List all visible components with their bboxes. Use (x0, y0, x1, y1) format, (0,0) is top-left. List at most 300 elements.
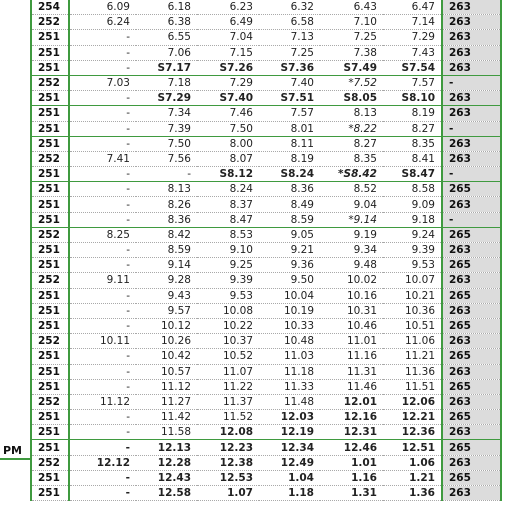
connecting-route: 265 (442, 379, 501, 394)
time-cell: - (69, 440, 136, 455)
connecting-route: 263 (442, 273, 501, 288)
time-cell: 9.28 (136, 273, 197, 288)
time-cell: 7.41 (69, 151, 136, 166)
time-cell: 8.35 (383, 136, 442, 151)
connecting-route: 263 (442, 486, 501, 501)
time-cell: S7.17 (136, 60, 197, 75)
time-cell: 7.38 (320, 45, 383, 60)
time-cell: 11.22 (197, 379, 259, 394)
time-cell: 8.19 (259, 151, 320, 166)
time-cell: 11.46 (320, 379, 383, 394)
time-cell: 12.19 (259, 425, 320, 440)
time-cell: - (69, 60, 136, 75)
time-cell: 7.46 (197, 106, 259, 121)
route-number: 252 (31, 394, 69, 409)
pm-divider (0, 458, 30, 460)
connecting-route: 263 (442, 136, 501, 151)
connecting-route: 263 (442, 151, 501, 166)
time-cell: - (69, 425, 136, 440)
time-cell: 7.25 (259, 45, 320, 60)
connecting-route: 265 (442, 182, 501, 197)
time-cell: 9.57 (136, 303, 197, 318)
time-cell: 6.47 (383, 0, 442, 15)
time-cell: - (69, 106, 136, 121)
connecting-route: 263 (442, 45, 501, 60)
time-cell: 8.52 (320, 182, 383, 197)
route-number: 251 (31, 30, 69, 45)
time-cell: - (69, 136, 136, 151)
time-cell: 10.33 (259, 318, 320, 333)
time-cell: 12.01 (320, 394, 383, 409)
time-cell: 10.42 (136, 349, 197, 364)
time-cell: 11.27 (136, 394, 197, 409)
time-cell: 11.18 (259, 364, 320, 379)
time-cell: 6.38 (136, 15, 197, 30)
time-cell: - (69, 364, 136, 379)
route-number: 251 (31, 91, 69, 106)
time-cell: - (69, 410, 136, 425)
time-cell: 8.59 (259, 212, 320, 227)
table-row (31, 182, 501, 197)
route-number: 252 (31, 15, 69, 30)
time-cell: 10.02 (320, 273, 383, 288)
time-cell: 9.53 (197, 288, 259, 303)
time-cell: 9.36 (259, 258, 320, 273)
connecting-route: 265 (442, 318, 501, 333)
time-cell: 11.33 (259, 379, 320, 394)
time-cell: 12.23 (197, 440, 259, 455)
time-cell: 1.36 (383, 486, 442, 501)
time-cell: 9.11 (69, 273, 136, 288)
time-cell: 11.21 (383, 349, 442, 364)
route-number: 251 (31, 121, 69, 136)
time-cell: 10.57 (136, 364, 197, 379)
time-cell: S8.24 (259, 167, 320, 182)
table-row (31, 379, 501, 394)
time-cell: - (69, 303, 136, 318)
route-number: 251 (31, 106, 69, 121)
table-row (31, 486, 501, 501)
table-row (31, 243, 501, 258)
time-cell: - (69, 182, 136, 197)
time-cell: 7.39 (136, 121, 197, 136)
route-number: 251 (31, 410, 69, 425)
time-cell: 1.07 (197, 486, 259, 501)
table-row (31, 349, 501, 364)
time-cell: 7.15 (197, 45, 259, 60)
time-cell: 10.07 (383, 273, 442, 288)
time-cell: 12.21 (383, 410, 442, 425)
time-cell: 7.10 (320, 15, 383, 30)
time-cell: 1.31 (320, 486, 383, 501)
time-cell: 7.40 (259, 75, 320, 90)
time-cell: 10.46 (320, 318, 383, 333)
table-row (31, 318, 501, 333)
time-cell: - (69, 318, 136, 333)
route-number: 251 (31, 364, 69, 379)
connecting-route: 263 (442, 425, 501, 440)
time-cell: 9.34 (320, 243, 383, 258)
table-row (31, 288, 501, 303)
time-cell: 9.39 (383, 243, 442, 258)
time-cell: S8.10 (383, 91, 442, 106)
time-cell: 10.26 (136, 334, 197, 349)
time-cell: 10.52 (197, 349, 259, 364)
time-cell: 7.04 (197, 30, 259, 45)
time-cell: 9.43 (136, 288, 197, 303)
table-row (31, 410, 501, 425)
time-cell: 6.24 (69, 15, 136, 30)
time-cell: S7.54 (383, 60, 442, 75)
route-number: 251 (31, 212, 69, 227)
time-cell: 12.12 (69, 455, 136, 470)
route-number: 251 (31, 440, 69, 455)
table-row (31, 212, 501, 227)
connecting-route: 263 (442, 60, 501, 75)
time-cell: 11.52 (197, 410, 259, 425)
time-cell: 8.25 (69, 227, 136, 242)
route-number: 251 (31, 318, 69, 333)
time-cell: 12.16 (320, 410, 383, 425)
time-cell: 6.23 (197, 0, 259, 15)
time-cell: 1.04 (259, 470, 320, 485)
time-cell: 11.07 (197, 364, 259, 379)
route-number: 252 (31, 455, 69, 470)
time-cell: 1.18 (259, 486, 320, 501)
connecting-route: 265 (442, 227, 501, 242)
time-cell: 10.21 (383, 288, 442, 303)
time-cell: 10.36 (383, 303, 442, 318)
time-cell: - (69, 212, 136, 227)
connecting-route: 265 (442, 440, 501, 455)
time-cell: *S8.42 (320, 167, 383, 182)
route-number: 251 (31, 182, 69, 197)
time-cell: 7.57 (383, 75, 442, 90)
table-row (31, 273, 501, 288)
time-cell: 8.36 (136, 212, 197, 227)
time-cell: 9.05 (259, 227, 320, 242)
time-cell: 8.00 (197, 136, 259, 151)
time-cell: 7.57 (259, 106, 320, 121)
time-cell: 11.16 (320, 349, 383, 364)
pm-label: PM (3, 444, 23, 457)
time-cell: 7.03 (69, 75, 136, 90)
route-number: 251 (31, 136, 69, 151)
time-cell: 8.11 (259, 136, 320, 151)
time-cell: 9.14 (136, 258, 197, 273)
route-number: 251 (31, 470, 69, 485)
route-number: 251 (31, 425, 69, 440)
route-number: 251 (31, 45, 69, 60)
time-cell: 12.31 (320, 425, 383, 440)
time-cell: 10.31 (320, 303, 383, 318)
time-cell: 10.48 (259, 334, 320, 349)
connecting-route: 265 (442, 470, 501, 485)
time-cell: 10.51 (383, 318, 442, 333)
time-cell: 8.27 (383, 121, 442, 136)
time-cell: 12.34 (259, 440, 320, 455)
route-number: 251 (31, 349, 69, 364)
time-cell: 9.25 (197, 258, 259, 273)
time-cell: - (69, 258, 136, 273)
table-row (31, 303, 501, 318)
time-cell: - (69, 486, 136, 501)
time-cell: *7.52 (320, 75, 383, 90)
time-cell: 8.49 (259, 197, 320, 212)
time-cell: 12.51 (383, 440, 442, 455)
connecting-route: 263 (442, 15, 501, 30)
time-cell: 8.35 (320, 151, 383, 166)
connecting-route: - (442, 75, 501, 90)
route-number: 252 (31, 273, 69, 288)
connecting-route: 265 (442, 288, 501, 303)
time-cell: - (69, 167, 136, 182)
time-cell: 7.06 (136, 45, 197, 60)
time-cell: 6.55 (136, 30, 197, 45)
time-cell: 10.16 (320, 288, 383, 303)
time-cell: S7.26 (197, 60, 259, 75)
time-cell: 11.37 (197, 394, 259, 409)
time-cell: 11.36 (383, 364, 442, 379)
time-cell: 12.49 (259, 455, 320, 470)
time-cell: 6.58 (259, 15, 320, 30)
route-number: 251 (31, 243, 69, 258)
connecting-route: 265 (442, 349, 501, 364)
time-cell: S8.05 (320, 91, 383, 106)
time-cell: 12.36 (383, 425, 442, 440)
time-cell: 7.56 (136, 151, 197, 166)
connecting-route: - (442, 167, 501, 182)
time-cell: 10.37 (197, 334, 259, 349)
table-row (31, 45, 501, 60)
time-cell: 9.04 (320, 197, 383, 212)
time-cell: 8.42 (136, 227, 197, 242)
route-number: 252 (31, 75, 69, 90)
table-row (31, 227, 501, 242)
route-number: 251 (31, 303, 69, 318)
time-cell: 8.58 (383, 182, 442, 197)
time-cell: 12.08 (197, 425, 259, 440)
time-cell: 10.08 (197, 303, 259, 318)
time-cell: 8.47 (197, 212, 259, 227)
time-cell: 6.32 (259, 0, 320, 15)
time-cell: S7.36 (259, 60, 320, 75)
time-cell: 7.18 (136, 75, 197, 90)
time-cell: 8.26 (136, 197, 197, 212)
time-cell: 12.58 (136, 486, 197, 501)
time-cell: - (69, 243, 136, 258)
connecting-route: 265 (442, 258, 501, 273)
route-number: 254 (31, 0, 69, 15)
time-cell: S7.40 (197, 91, 259, 106)
time-cell: 6.49 (197, 15, 259, 30)
time-cell: *9.14 (320, 212, 383, 227)
route-number: 251 (31, 60, 69, 75)
connecting-route: 263 (442, 0, 501, 15)
route-number: 251 (31, 486, 69, 501)
route-number: 251 (31, 288, 69, 303)
time-cell: 10.04 (259, 288, 320, 303)
time-cell: 8.37 (197, 197, 259, 212)
time-cell: - (69, 45, 136, 60)
time-cell: 9.21 (259, 243, 320, 258)
time-cell: 1.16 (320, 470, 383, 485)
time-cell: S8.12 (197, 167, 259, 182)
table-row (31, 75, 501, 90)
time-cell: 12.28 (136, 455, 197, 470)
time-cell: - (69, 91, 136, 106)
time-cell: 8.59 (136, 243, 197, 258)
time-cell: S8.47 (383, 167, 442, 182)
table-row (31, 60, 501, 75)
connecting-route: 263 (442, 455, 501, 470)
time-cell: *8.22 (320, 121, 383, 136)
table-row (31, 30, 501, 45)
time-cell: 8.27 (320, 136, 383, 151)
time-cell: 1.01 (320, 455, 383, 470)
time-cell: 8.41 (383, 151, 442, 166)
time-cell: 9.09 (383, 197, 442, 212)
time-cell: 11.48 (259, 394, 320, 409)
time-cell: S7.51 (259, 91, 320, 106)
time-cell: 11.03 (259, 349, 320, 364)
route-number: 252 (31, 151, 69, 166)
route-number: 251 (31, 379, 69, 394)
time-cell: 11.51 (383, 379, 442, 394)
time-cell: 7.34 (136, 106, 197, 121)
time-cell: 8.13 (320, 106, 383, 121)
connecting-route: 263 (442, 303, 501, 318)
time-cell: 8.13 (136, 182, 197, 197)
time-cell: 10.11 (69, 334, 136, 349)
connecting-route: 263 (442, 364, 501, 379)
route-number: 251 (31, 167, 69, 182)
connecting-route: - (442, 121, 501, 136)
time-cell: 9.50 (259, 273, 320, 288)
time-cell: 1.21 (383, 470, 442, 485)
time-cell: 7.29 (197, 75, 259, 90)
time-cell: - (69, 288, 136, 303)
time-cell: 6.09 (69, 0, 136, 15)
table-row (31, 455, 501, 470)
connecting-route: 265 (442, 410, 501, 425)
time-cell: 9.10 (197, 243, 259, 258)
time-cell: - (69, 30, 136, 45)
connecting-route: 263 (442, 106, 501, 121)
time-cell: 6.43 (320, 0, 383, 15)
time-cell: 11.58 (136, 425, 197, 440)
connecting-route: 263 (442, 394, 501, 409)
time-cell: - (69, 470, 136, 485)
time-cell: 8.01 (259, 121, 320, 136)
route-number: 251 (31, 197, 69, 212)
time-cell: - (69, 379, 136, 394)
table-row (31, 440, 501, 455)
table-row (31, 151, 501, 166)
time-cell: 12.06 (383, 394, 442, 409)
time-cell: 7.50 (197, 121, 259, 136)
table-row (31, 167, 501, 182)
connecting-route: 263 (442, 334, 501, 349)
time-cell: - (69, 121, 136, 136)
time-cell: 9.48 (320, 258, 383, 273)
time-cell: S7.29 (136, 91, 197, 106)
table-row (31, 394, 501, 409)
time-cell: 9.19 (320, 227, 383, 242)
table-row (31, 334, 501, 349)
route-number: 251 (31, 258, 69, 273)
time-cell: 7.29 (383, 30, 442, 45)
time-cell: 9.39 (197, 273, 259, 288)
time-cell: 8.53 (197, 227, 259, 242)
connecting-route: 263 (442, 91, 501, 106)
time-cell: 11.42 (136, 410, 197, 425)
time-cell: 8.19 (383, 106, 442, 121)
table-row (31, 91, 501, 106)
time-cell: 11.12 (136, 379, 197, 394)
table-row (31, 425, 501, 440)
time-cell: 7.14 (383, 15, 442, 30)
table-row (31, 121, 501, 136)
time-cell: 9.18 (383, 212, 442, 227)
table-row (31, 15, 501, 30)
time-cell: 7.13 (259, 30, 320, 45)
route-number: 252 (31, 227, 69, 242)
time-cell: 8.36 (259, 182, 320, 197)
connecting-route: 263 (442, 30, 501, 45)
timetable (30, 0, 502, 501)
time-cell: 12.53 (197, 470, 259, 485)
time-cell: - (69, 349, 136, 364)
time-cell: 1.06 (383, 455, 442, 470)
time-cell: 6.18 (136, 0, 197, 15)
time-cell: 7.25 (320, 30, 383, 45)
route-number: 252 (31, 334, 69, 349)
time-cell: 12.38 (197, 455, 259, 470)
time-cell: 10.12 (136, 318, 197, 333)
time-cell: 12.43 (136, 470, 197, 485)
time-cell: 8.24 (197, 182, 259, 197)
time-cell: 11.31 (320, 364, 383, 379)
time-cell: 7.43 (383, 45, 442, 60)
time-cell: 9.53 (383, 258, 442, 273)
time-cell: 10.22 (197, 318, 259, 333)
time-cell: - (69, 197, 136, 212)
time-cell: 12.13 (136, 440, 197, 455)
time-cell: 11.01 (320, 334, 383, 349)
timetable-body (31, 0, 501, 501)
time-cell: 12.03 (259, 410, 320, 425)
time-cell: - (136, 167, 197, 182)
time-cell: 8.07 (197, 151, 259, 166)
time-cell: 7.50 (136, 136, 197, 151)
time-cell: 11.12 (69, 394, 136, 409)
table-row (31, 470, 501, 485)
table-row (31, 106, 501, 121)
time-cell: S7.49 (320, 60, 383, 75)
table-row (31, 258, 501, 273)
time-cell: 12.46 (320, 440, 383, 455)
time-cell: 10.19 (259, 303, 320, 318)
time-cell: 11.06 (383, 334, 442, 349)
table-row (31, 0, 501, 15)
connecting-route: 263 (442, 197, 501, 212)
time-cell: 9.24 (383, 227, 442, 242)
table-row (31, 136, 501, 151)
table-row (31, 364, 501, 379)
connecting-route: 263 (442, 243, 501, 258)
connecting-route: - (442, 212, 501, 227)
